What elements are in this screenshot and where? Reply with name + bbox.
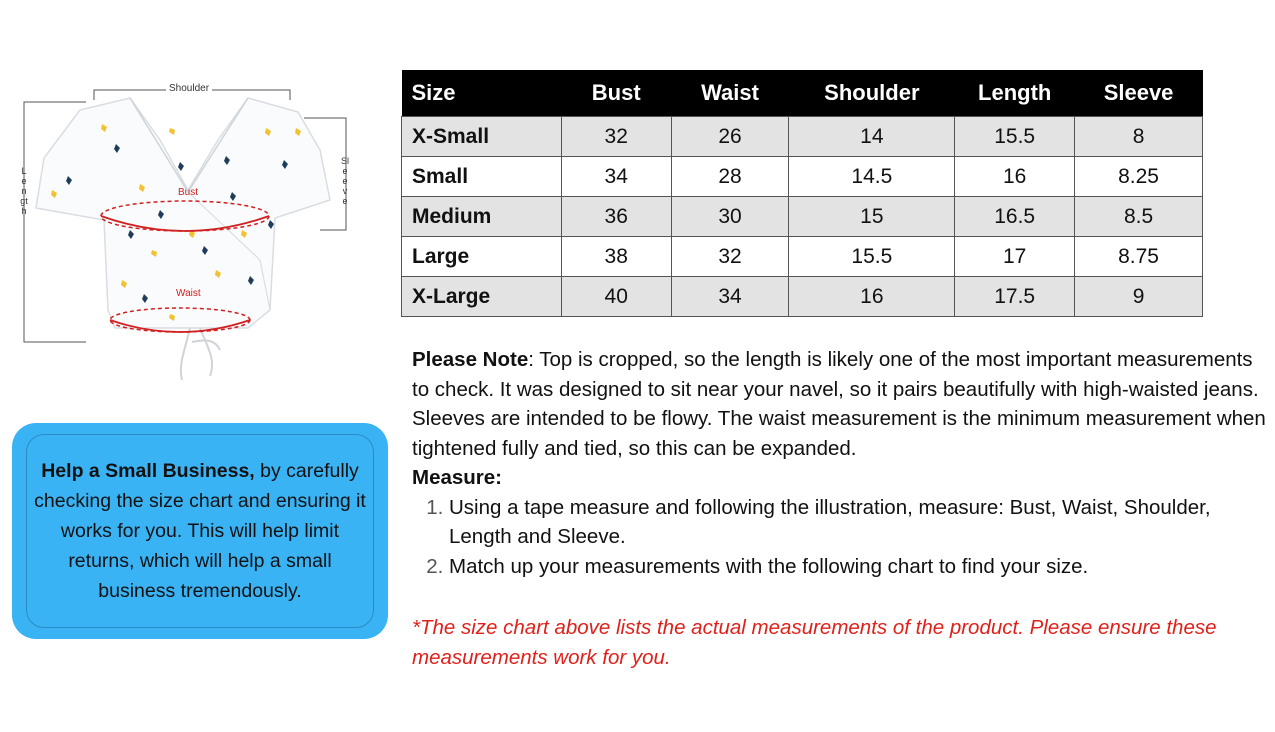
shoulder-label: Shoulder — [166, 84, 212, 94]
shoulder-cell: 14.5 — [789, 157, 955, 197]
sleeve-label: Sleeve — [341, 156, 350, 206]
table-header-row — [402, 70, 1203, 117]
length-cell: 17.5 — [955, 277, 1075, 317]
please-note-paragraph — [412, 345, 1272, 463]
header-shoulder: Shoulder — [789, 70, 955, 117]
small-business-callout — [12, 423, 388, 639]
list-item: 2. Match up your measurements with the following chart to find your size. — [449, 552, 1272, 582]
sleeve-cell: 9 — [1075, 277, 1203, 317]
header-sleeve: Sleeve — [1075, 70, 1203, 117]
size-cell: Large — [402, 237, 562, 277]
waist-cell: 28 — [671, 157, 789, 197]
waist-cell: 32 — [671, 237, 789, 277]
waist-cell: 34 — [671, 277, 789, 317]
shoulder-cell: 16 — [789, 277, 955, 317]
size-cell: Medium — [402, 197, 562, 237]
sleeve-cell: 8.5 — [1075, 197, 1203, 237]
size-cell: X-Large — [402, 277, 562, 317]
table-row — [402, 157, 1203, 197]
bust-cell: 32 — [561, 117, 671, 157]
measure-heading — [412, 463, 1272, 493]
length-label: Length — [20, 166, 28, 216]
header-bust: Bust — [561, 70, 671, 117]
length-cell: 16.5 — [955, 197, 1075, 237]
please-note-label: Please Note — [412, 348, 529, 371]
bust-cell: 40 — [561, 277, 671, 317]
length-cell: 17 — [955, 237, 1075, 277]
waist-cell: 30 — [671, 197, 789, 237]
header-waist: Waist — [671, 70, 789, 117]
size-chart-table — [401, 70, 1203, 317]
waist-label: Waist — [176, 288, 201, 299]
size-chart-disclaimer: *The size chart above lists the actual measurements of the product. Please ensure these measurements work for you. — [412, 616, 1217, 669]
table-row — [402, 237, 1203, 277]
measure-label: Measure: — [412, 466, 503, 489]
small-business-message — [33, 456, 367, 606]
bust-label: Bust — [178, 187, 199, 198]
small-business-callout-inner — [26, 434, 374, 628]
header-length: Length — [955, 70, 1075, 117]
measure-steps-list — [412, 493, 1272, 582]
list-item: 1. Using a tape measure and following the illustration, measure: Bust, Waist, Shoulder, Length and Sleeve. — [449, 493, 1272, 552]
size-cell: X-Small — [402, 117, 562, 157]
table-row — [402, 197, 1203, 237]
sleeve-cell: 8.75 — [1075, 237, 1203, 277]
shoulder-cell: 14 — [789, 117, 955, 157]
sleeve-cell: 8 — [1075, 117, 1203, 157]
table-row — [402, 117, 1203, 157]
garment-illustration — [20, 80, 360, 400]
small-business-heading: Help a Small Business, — [41, 460, 255, 482]
size-cell: Small — [402, 157, 562, 197]
small-business-text: by carefully checking the size chart and ensuring it works for you. This will help limit returns, which will help a small business tremendously. — [34, 460, 366, 602]
sleeve-cell: 8.25 — [1075, 157, 1203, 197]
waist-cell: 26 — [671, 117, 789, 157]
table-row — [402, 277, 1203, 317]
length-cell: 15.5 — [955, 117, 1075, 157]
cropped-top-drawing — [20, 80, 360, 400]
please-note-text: : Top is cropped, so the length is likely one of the most important measurements to check. It was designed to sit near your navel, so it pairs beautifully with high-waisted jeans. Sleeves are intended to be flowy. The waist measurement is the minimum measurement when tightened fully and tied, so this can be expanded. — [412, 348, 1266, 460]
shoulder-cell: 15 — [789, 197, 955, 237]
bust-cell: 34 — [561, 157, 671, 197]
bust-cell: 36 — [561, 197, 671, 237]
bust-cell: 38 — [561, 237, 671, 277]
length-cell: 16 — [955, 157, 1075, 197]
measurement-notes — [412, 345, 1272, 581]
shoulder-cell: 15.5 — [789, 237, 955, 277]
header-size: Size — [402, 70, 562, 117]
